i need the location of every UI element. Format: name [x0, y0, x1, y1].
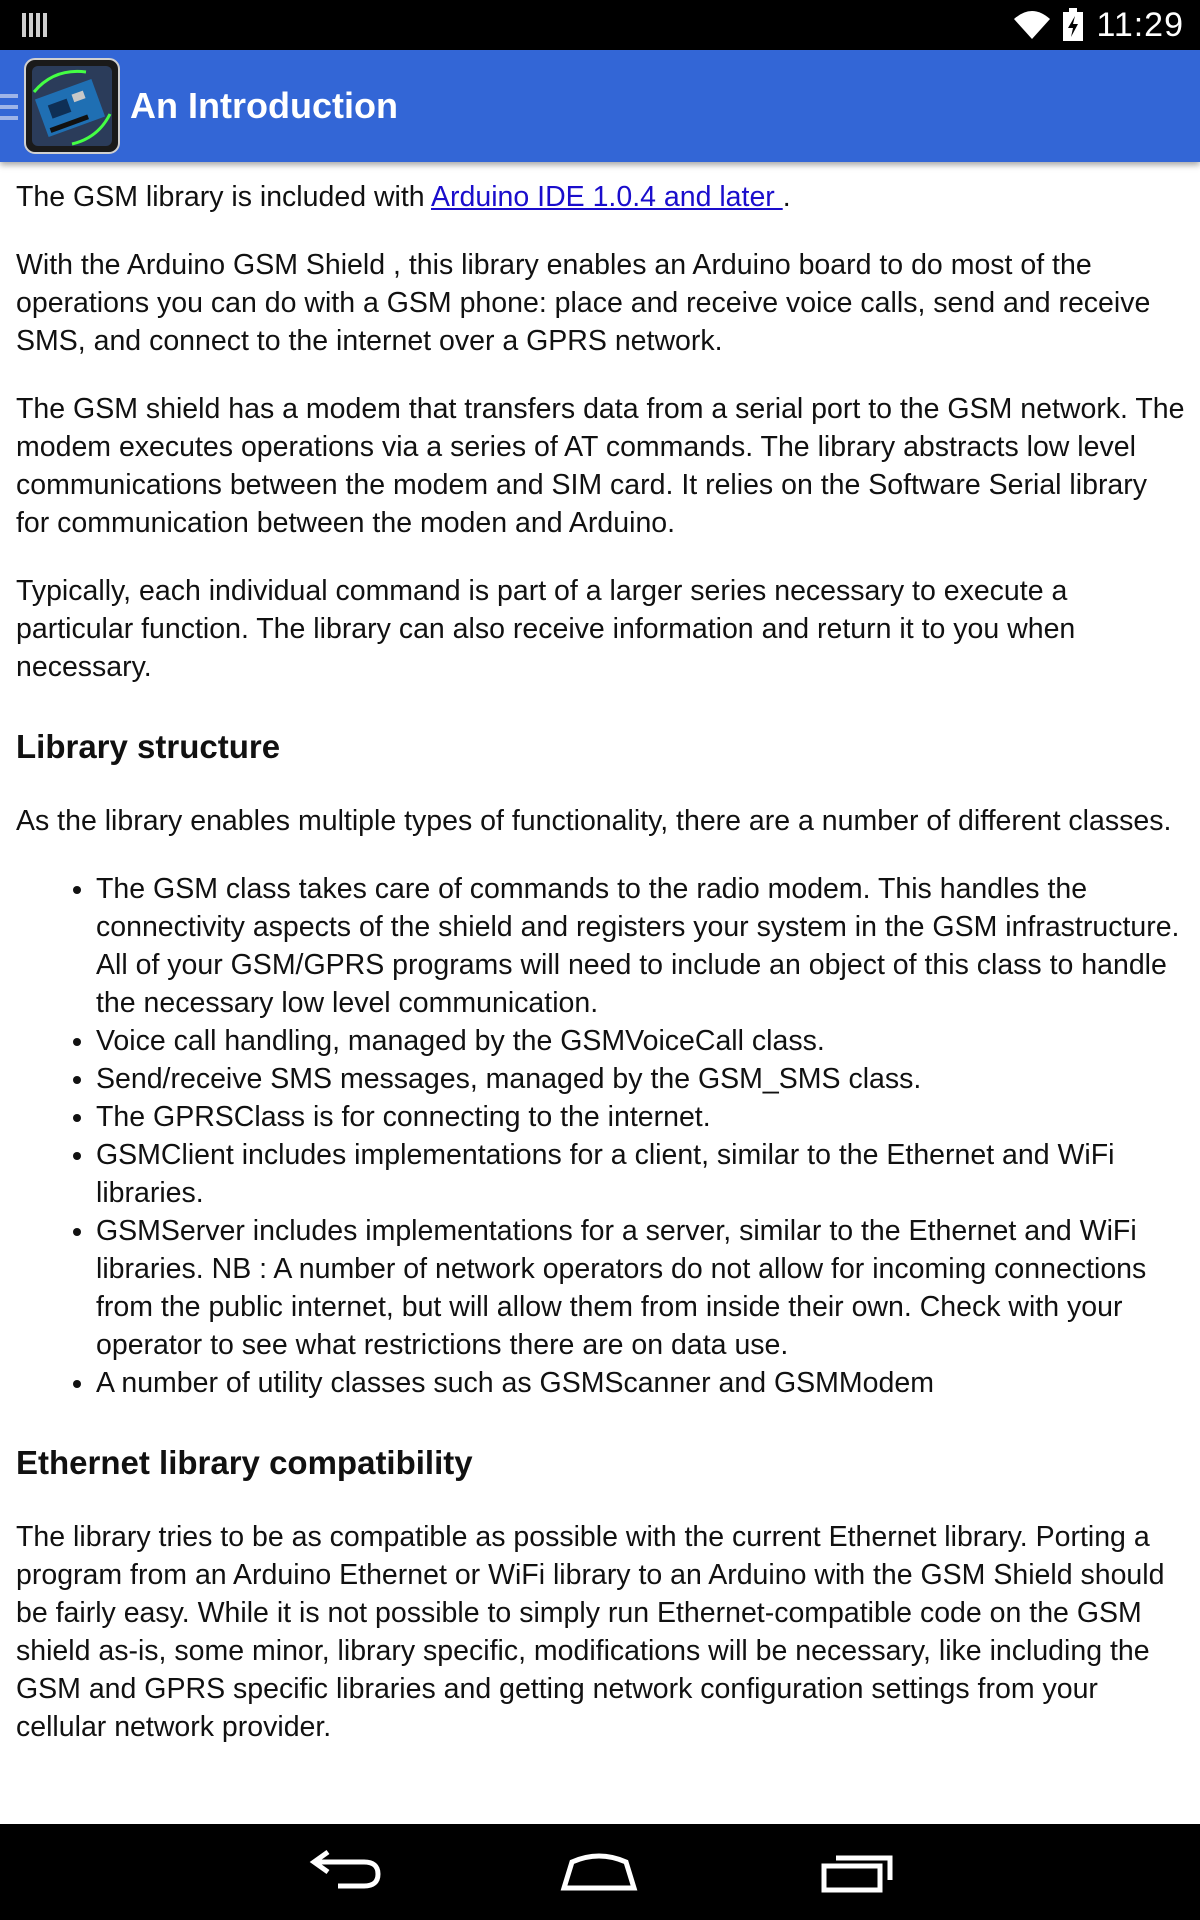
status-bar — [0, 0, 1200, 50]
arduino-ide-link[interactable]: Arduino IDE 1.0.4 and later — [431, 181, 783, 213]
article-content — [16, 162, 1186, 1776]
class-list — [16, 870, 1186, 1402]
list-item: • A number of utility classes such as GSMScanner and GSMModem — [96, 1364, 1186, 1402]
arduino-boards-logo[interactable] — [24, 58, 120, 154]
paragraph: Typically, each individual command is part of a larger series necessary to execute a particular function. The library can also receive information and return it to you when necessary. — [16, 575, 1076, 683]
drawer-menu-icon[interactable] — [0, 92, 22, 122]
app-bar — [0, 50, 1200, 162]
page-title: An Introduction — [130, 85, 398, 126]
paragraph: As the library enables multiple types of functionality, there are a number of different classes. — [16, 805, 1172, 837]
section-heading-library-structure: Library structure — [16, 728, 281, 765]
list-item: • The GSM class takes care of commands to the radio modem. This handles the connectivity aspects of the shield and registers your system in the GSM infrastructure. All of your GSM/GPRS programs will need to include an object of this class to handle the necessary low level communication. — [96, 870, 1186, 1022]
recent-apps-icon[interactable] — [812, 1842, 902, 1902]
paragraph: The library tries to be as compatible as possible with the current Ethernet library. Porting a program from an Arduino Ethernet or WiFi library to an Arduino with the GSM Shield should be fairly easy. While it is not possible to simply run Ethernet-compatible code on the GSM shield as-is, some minor, library specific, modifications will be necessary, like including the GSM and GPRS specific libraries and getting network configuration settings from your cellular network provider. — [16, 1521, 1165, 1743]
battery-charging-icon — [1062, 8, 1084, 42]
notification-bars-icon — [22, 11, 48, 39]
status-icons — [1012, 0, 1184, 50]
wifi-icon — [1012, 9, 1052, 41]
intro-paragraph — [16, 178, 1186, 216]
list-item: • GSMClient includes implementations for a client, similar to the Ethernet and WiFi libraries. — [96, 1136, 1186, 1212]
section-heading-ethernet-compatibility: Ethernet library compatibility — [16, 1444, 473, 1481]
list-item: • Send/receive SMS messages, managed by the GSM_SMS class. — [96, 1060, 1186, 1098]
status-time: 11:29 — [1096, 5, 1184, 44]
intro-text-end: . — [782, 181, 791, 213]
navigation-bar — [0, 1824, 1200, 1920]
paragraph: With the Arduino GSM Shield , this library enables an Arduino board to do most of the operations you can do with a GSM phone: place and receive voice calls, send and receive SMS, and connect to the internet over a GPRS network. — [16, 249, 1151, 357]
intro-text: The GSM library is included with — [16, 181, 431, 213]
list-item: • The GPRSClass is for connecting to the internet. — [96, 1098, 1186, 1136]
list-item: • GSMServer includes implementations for a server, similar to the Ethernet and WiFi libraries. NB : A number of network operators do not allow for incoming connections from the public internet, but will allow them from inside their own. Check with your operator to see what restrictions there are on data use. — [96, 1212, 1186, 1364]
home-icon[interactable] — [554, 1842, 644, 1902]
paragraph: The GSM shield has a modem that transfers data from a serial port to the GSM network. The modem executes operations via a series of AT commands. The library abstracts low level communications between the modem and SIM card. It relies on the Software Serial library for communication between the moden and Arduino. — [16, 393, 1185, 539]
list-item: • Voice call handling, managed by the GSMVoiceCall class. — [96, 1022, 1186, 1060]
back-icon[interactable] — [298, 1842, 388, 1902]
